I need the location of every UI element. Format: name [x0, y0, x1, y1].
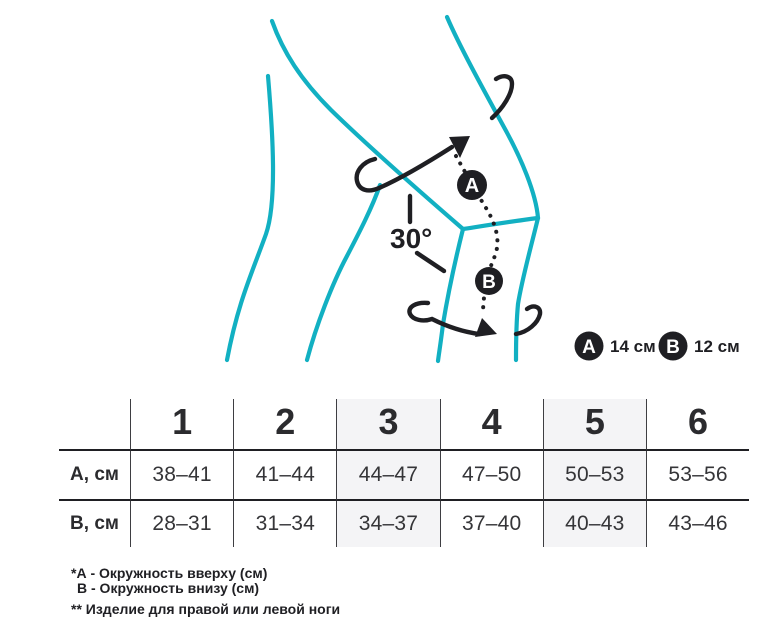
row-b-value-6: 43–46	[646, 501, 749, 547]
measurement-legend	[575, 332, 740, 361]
size-column-header-5: 5	[543, 399, 646, 451]
row-a-value-6: 53–56	[646, 451, 749, 501]
point-a-label: A	[464, 175, 480, 197]
thigh-top-line	[272, 21, 463, 229]
row-b-value-2: 31–34	[233, 501, 336, 547]
angle-tick-lower	[417, 253, 444, 271]
leg-outline	[227, 17, 538, 361]
size-column-header-4: 4	[440, 399, 543, 451]
table-corner-cell	[59, 399, 130, 451]
row-a-value-4: 47–50	[440, 451, 543, 501]
rear-leg-back-line	[227, 76, 273, 360]
footnote-a: *А - Окружность вверху (см)	[71, 565, 268, 581]
row-a-value-5: 50–53	[543, 451, 646, 501]
size-column-header-6: 6	[646, 399, 749, 451]
knee-angle-label: 30°	[390, 223, 433, 254]
row-b-value-5: 40–43	[543, 501, 646, 547]
row-a-value-3: 44–47	[336, 451, 439, 501]
tape-arrowhead	[475, 318, 497, 337]
rear-leg-front-line	[307, 185, 380, 360]
row-b-value-1: 28–31	[130, 501, 233, 547]
footnote-b: В - Окружность внизу (см)	[77, 580, 260, 596]
row-a-value-2: 41–44	[233, 451, 336, 501]
calf-back-line	[516, 218, 538, 360]
row-a-header: А, см	[59, 451, 130, 501]
shin-front-line	[438, 229, 463, 361]
row-b-header: В, см	[70, 513, 119, 534]
measure-point-a	[457, 170, 487, 200]
legend-b-value: 12 см	[694, 337, 740, 356]
thigh-rotation-arrow-arc	[357, 147, 452, 190]
measure-point-b	[475, 267, 503, 295]
footnote-product: ** Изделие для правой или левой ноги	[71, 601, 341, 617]
legend-b-letter: B	[666, 337, 680, 358]
row-a-value-1: 38–41	[130, 451, 233, 501]
legend-a-value: 14 см	[610, 337, 656, 356]
row-b-value-3: 34–37	[336, 501, 439, 547]
size-column-header-1: 1	[130, 399, 233, 451]
size-column-header-2: 2	[233, 399, 336, 451]
calf-rotation-arrow-hook	[516, 307, 540, 334]
point-b-label: B	[482, 272, 496, 293]
size-table	[59, 399, 749, 547]
knee-crease-line	[463, 218, 538, 229]
size-column-header-3: 3	[336, 399, 439, 451]
legend-a-letter: A	[582, 337, 596, 358]
row-b-value-4: 37–40	[440, 501, 543, 547]
